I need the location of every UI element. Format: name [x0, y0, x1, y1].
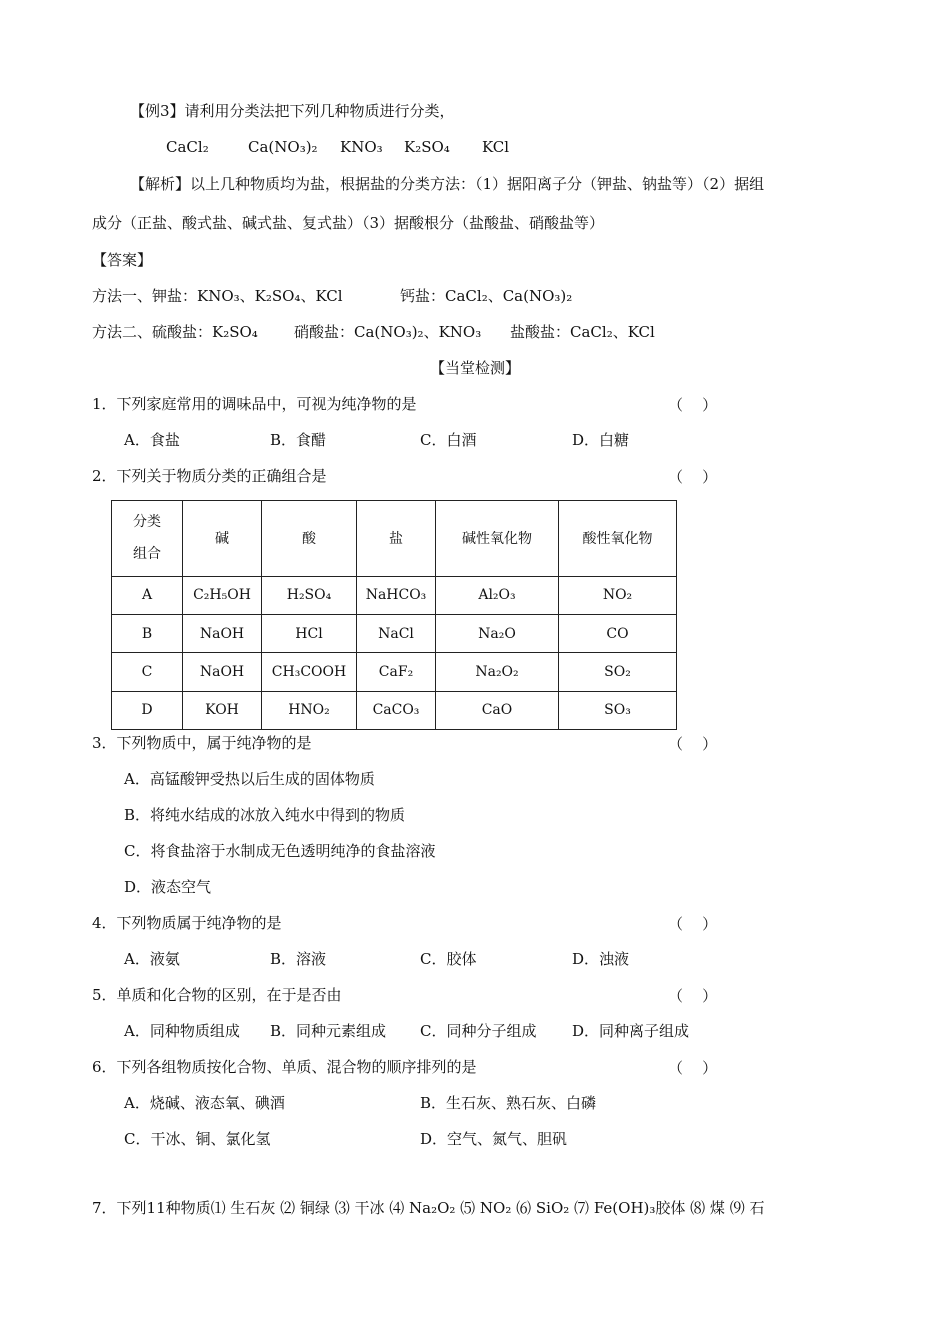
- q4-option-d: D．浊液: [572, 950, 630, 968]
- classification-table: [111, 500, 677, 730]
- q5-option-b: B．同种元素组成: [270, 1022, 387, 1040]
- table-cell: B: [112, 614, 183, 652]
- answer-blank: （ ）: [668, 396, 718, 414]
- table-header-cell: 酸性氧化物: [559, 501, 677, 577]
- answer-blank: （ ）: [668, 987, 718, 1005]
- table-cell: C: [112, 653, 183, 691]
- q6-option-a: A．烧碱、液态氧、碘酒: [124, 1094, 285, 1112]
- answer-blank: （ ）: [668, 468, 718, 486]
- analysis-line-2: 成分（正盐、酸式盐、碱式盐、复式盐）（3）据酸根分（盐酸盐、硝酸盐等）: [92, 214, 605, 232]
- section-title: 【当堂检测】: [429, 359, 520, 377]
- answer-method-1: [92, 286, 572, 306]
- answer-blank: （ ）: [668, 1059, 718, 1077]
- table-header-cell: 分类 组合: [112, 501, 183, 577]
- example-title: 【例3】请利用分类法把下列几种物质进行分类，: [130, 102, 455, 120]
- table-header-cell: 酸: [262, 501, 357, 577]
- formula-item: KNO₃: [340, 138, 383, 156]
- q4-option-c: C．胶体: [420, 950, 477, 968]
- table-row: [112, 691, 677, 729]
- table-cell: HCl: [262, 614, 357, 652]
- table-cell: SO₂: [559, 653, 677, 691]
- q3-option-d: D．液态空气: [124, 878, 212, 896]
- table-cell: CaF₂: [357, 653, 436, 691]
- table-cell: NaHCO₃: [357, 576, 436, 614]
- q5-option-a: A．同种物质组成: [124, 1022, 240, 1040]
- method2-part-a: 方法二、硫酸盐：K₂SO₄: [92, 323, 258, 341]
- q6-option-c: C．干冰、铜、氯化氢: [124, 1130, 271, 1148]
- table-row: [112, 576, 677, 614]
- question-3-stem: 3．下列物质中，属于纯净物的是: [92, 734, 312, 752]
- method2-part-b: 硝酸盐：Ca(NO₃)₂、KNO₃: [294, 323, 482, 341]
- q1-option-c: C．白酒: [420, 431, 477, 449]
- table-cell: Na₂O: [436, 614, 559, 652]
- table-cell: C₂H₅OH: [183, 576, 262, 614]
- q4-option-b: B．溶液: [270, 950, 327, 968]
- table-cell: Na₂O₂: [436, 653, 559, 691]
- answer-method-2: [92, 322, 655, 342]
- analysis-line-1: 【解析】以上几种物质均为盐，根据盐的分类方法：（1）据阳离子分（钾盐、钠盐等）（2）据组: [130, 175, 765, 193]
- q1-option-b: B．食醋: [270, 431, 327, 449]
- table-header-row: [112, 501, 677, 577]
- q5-option-c: C．同种分子组成: [420, 1022, 537, 1040]
- q5-option-d: D．同种离子组成: [572, 1022, 690, 1040]
- table-header-cell: 碱性氧化物: [436, 501, 559, 577]
- question-6-stem: 6．下列各组物质按化合物、单质、混合物的顺序排列的是: [92, 1058, 477, 1076]
- method1-part-a: 方法一、钾盐：KNO₃、K₂SO₄、KCl: [92, 287, 343, 305]
- table-cell: NaCl: [357, 614, 436, 652]
- q4-option-a: A．液氨: [124, 950, 180, 968]
- q1-option-d: D．白糖: [572, 431, 630, 449]
- answer-blank: （ ）: [668, 735, 718, 753]
- table-header-cell: 碱: [183, 501, 262, 577]
- table-cell: NO₂: [559, 576, 677, 614]
- formula-item: KCl: [482, 138, 510, 156]
- question-1-stem: 1．下列家庭常用的调味品中，可视为纯净物的是: [92, 395, 417, 413]
- table-cell: CH₃COOH: [262, 653, 357, 691]
- table-cell: CO: [559, 614, 677, 652]
- q6-option-b: B．生石灰、熟石灰、白磷: [420, 1094, 597, 1112]
- table-cell: A: [112, 576, 183, 614]
- table-cell: KOH: [183, 691, 262, 729]
- method2-part-c: 盐酸盐：CaCl₂、KCl: [510, 323, 655, 341]
- formula-item: K₂SO₄: [404, 138, 450, 156]
- answer-heading: 【答案】: [92, 251, 153, 269]
- question-7-stem: 7．下列11种物质⑴ 生石灰 ⑵ 铜绿 ⑶ 干冰 ⑷ Na₂O₂ ⑸ NO₂ ⑹ SiO₂ ⑺ Fe(OH)₃胶体 ⑻ 煤 ⑼ 石: [92, 1199, 765, 1217]
- formula-item: CaCl₂: [166, 138, 209, 156]
- table-cell: Al₂O₃: [436, 576, 559, 614]
- table-cell: CaO: [436, 691, 559, 729]
- q6-option-d: D．空气、氮气、胆矾: [420, 1130, 568, 1148]
- table-cell: CaCO₃: [357, 691, 436, 729]
- formula-item: Ca(NO₃)₂: [248, 138, 318, 156]
- table-cell: NaOH: [183, 653, 262, 691]
- table-row: [112, 614, 677, 652]
- q3-option-c: C．将食盐溶于水制成无色透明纯净的食盐溶液: [124, 842, 436, 860]
- question-5-stem: 5．单质和化合物的区别，在于是否由: [92, 986, 342, 1004]
- q3-option-b: B．将纯水结成的冰放入纯水中得到的物质: [124, 806, 406, 824]
- table-cell: H₂SO₄: [262, 576, 357, 614]
- q1-option-a: A．食盐: [124, 431, 180, 449]
- table-cell: HNO₂: [262, 691, 357, 729]
- table-cell: D: [112, 691, 183, 729]
- answer-blank: （ ）: [668, 915, 718, 933]
- table-cell: NaOH: [183, 614, 262, 652]
- table-cell: SO₃: [559, 691, 677, 729]
- question-4-stem: 4．下列物质属于纯净物的是: [92, 914, 282, 932]
- question-2-stem: 2．下列关于物质分类的正确组合是: [92, 467, 327, 485]
- table-row: [112, 653, 677, 691]
- q3-option-a: A．高锰酸钾受热以后生成的固体物质: [124, 770, 375, 788]
- table-header-cell: 盐: [357, 501, 436, 577]
- formula-list: [166, 137, 526, 157]
- method1-part-b: 钙盐：CaCl₂、Ca(NO₃)₂: [400, 287, 573, 305]
